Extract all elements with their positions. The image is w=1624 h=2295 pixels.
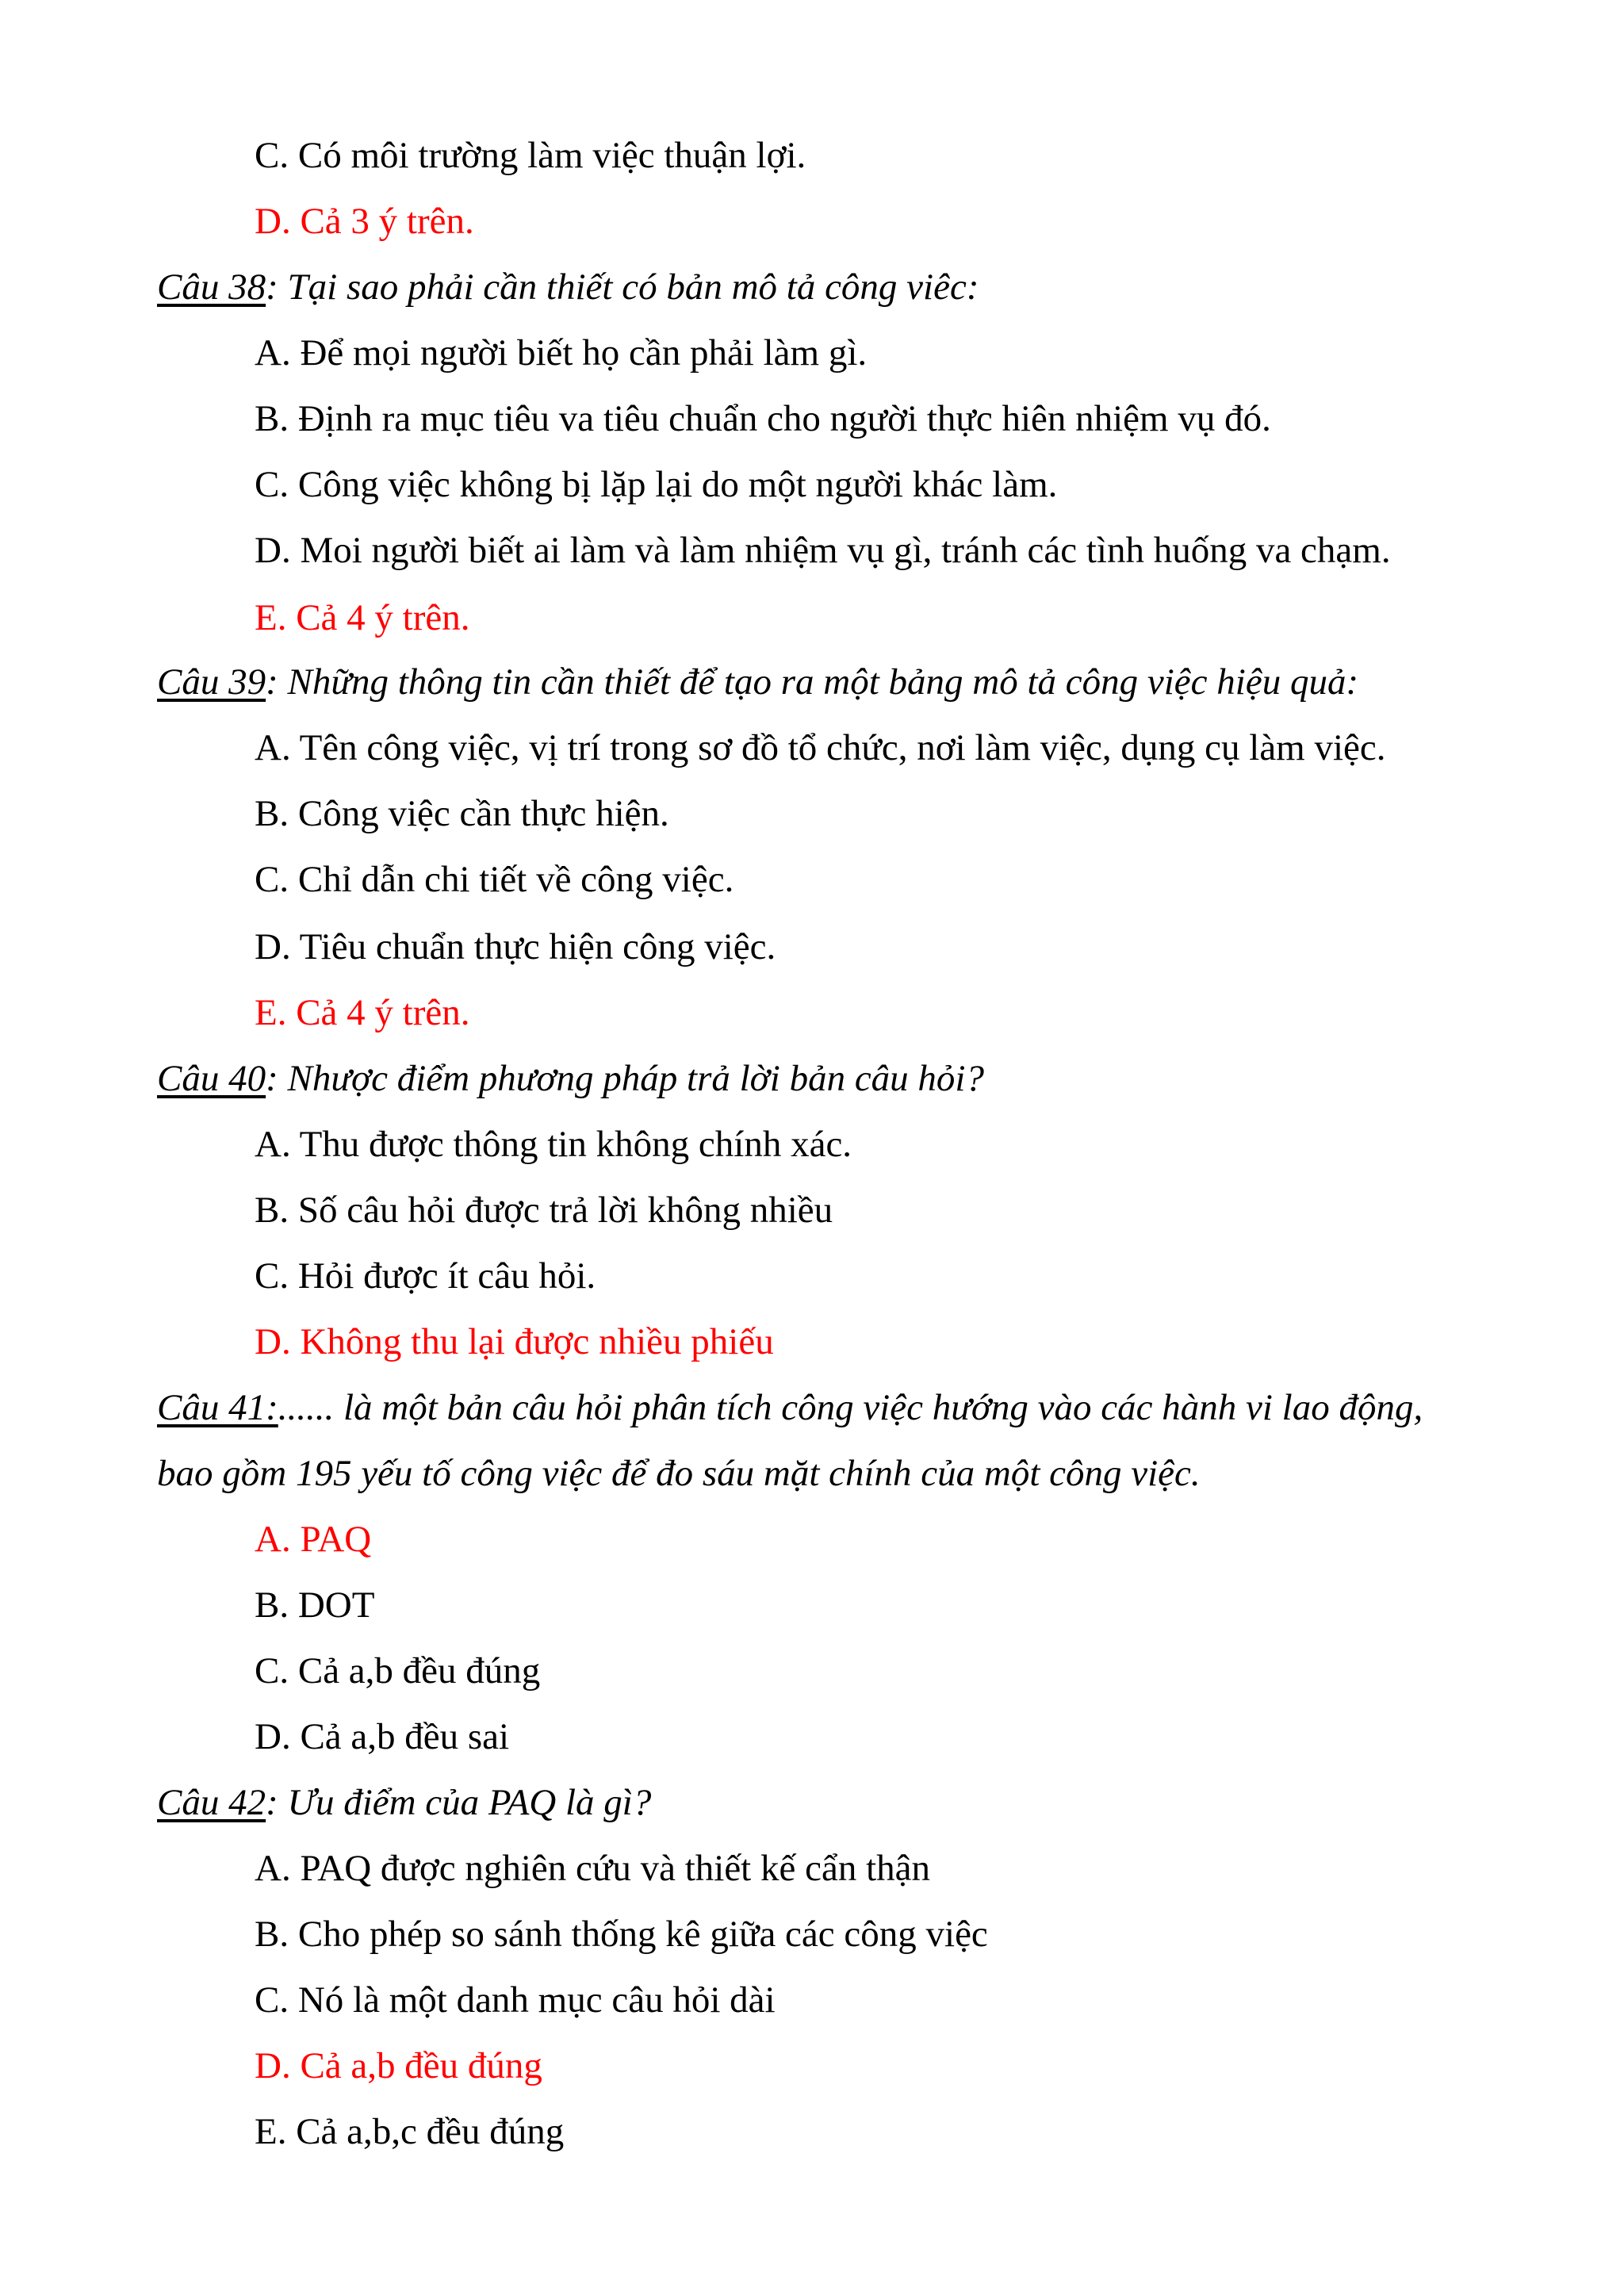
question-number: Câu 38 <box>157 266 266 308</box>
option: B. Công việc cần thực hiện. <box>255 793 669 834</box>
question-number: Câu 39 <box>157 661 266 703</box>
option: B. Cho phép so sánh thống kê giữa các công việc <box>255 1914 988 1955</box>
question-42 <box>157 1780 651 1825</box>
option: C. Có môi trường làm việc thuận lợi. <box>255 135 806 176</box>
option-correct: D. Không thu lại được nhiều phiếu <box>255 1321 774 1362</box>
question-text: ...... là một bản câu hỏi phân tích công việc hướng vào các hành vi lao động, <box>278 1387 1423 1428</box>
option: D. Tiêu chuẩn thực hiện công việc. <box>255 926 776 967</box>
option: C. Chỉ dẫn chi tiết về công việc. <box>255 859 734 900</box>
option-correct: D. Cả a,b đều đúng <box>255 2045 542 2086</box>
question-number: Câu 42 <box>157 1782 266 1823</box>
question-text: : Nhược điểm phương pháp trả lời bản câu hỏi? <box>266 1058 984 1099</box>
option-correct: E. Cả 4 ý trên. <box>255 597 470 638</box>
question-39 <box>157 660 1358 704</box>
option: A. PAQ được nghiên cứu và thiết kế cẩn thận <box>255 1848 930 1889</box>
question-41-continuation: bao gồm 195 yếu tố công việc để đo sáu mặt chính của một công việc. <box>157 1453 1201 1494</box>
question-number: Câu 40 <box>157 1058 266 1099</box>
option: A. Để mọi người biết họ cần phải làm gì. <box>255 332 868 374</box>
option: C. Nó là một danh mục câu hỏi dài <box>255 1979 776 2021</box>
question-41 <box>157 1385 1423 1430</box>
option-correct: A. PAQ <box>255 1519 372 1560</box>
option: C. Cả a,b đều đúng <box>255 1650 541 1692</box>
option: C. Công việc không bị lặp lại do một người khác làm. <box>255 464 1058 505</box>
question-text: : Những thông tin cần thiết để tạo ra một bảng mô tả công việc hiệu quả: <box>266 661 1359 703</box>
option: A. Thu được thông tin không chính xác. <box>255 1124 852 1165</box>
option: E. Cả a,b,c đều đúng <box>255 2111 565 2152</box>
option: B. DOT <box>255 1584 375 1626</box>
option: C. Hỏi được ít câu hỏi. <box>255 1255 596 1297</box>
option: B. Số câu hỏi được trả lời không nhiều <box>255 1190 833 1231</box>
option: D. Moi người biết ai làm và làm nhiệm vụ gì, tránh các tình huống va chạm. <box>255 530 1391 571</box>
question-text: : Tại sao phải cần thiết có bản mô tả công viêc: <box>266 266 979 308</box>
option-correct: E. Cả 4 ý trên. <box>255 992 470 1033</box>
option: A. Tên công việc, vị trí trong sơ đồ tổ chức, nơi làm việc, dụng cụ làm việc. <box>255 727 1386 768</box>
question-number: Câu 41: <box>157 1387 278 1428</box>
question-38 <box>157 265 979 309</box>
question-text: : Ưu điểm của PAQ là gì? <box>266 1782 652 1823</box>
option-correct: D. Cả 3 ý trên. <box>255 201 474 242</box>
option: D. Cả a,b đều sai <box>255 1716 510 1757</box>
question-40 <box>157 1056 984 1101</box>
option: B. Định ra mục tiêu va tiêu chuẩn cho người thực hiên nhiệm vụ đó. <box>255 398 1271 439</box>
